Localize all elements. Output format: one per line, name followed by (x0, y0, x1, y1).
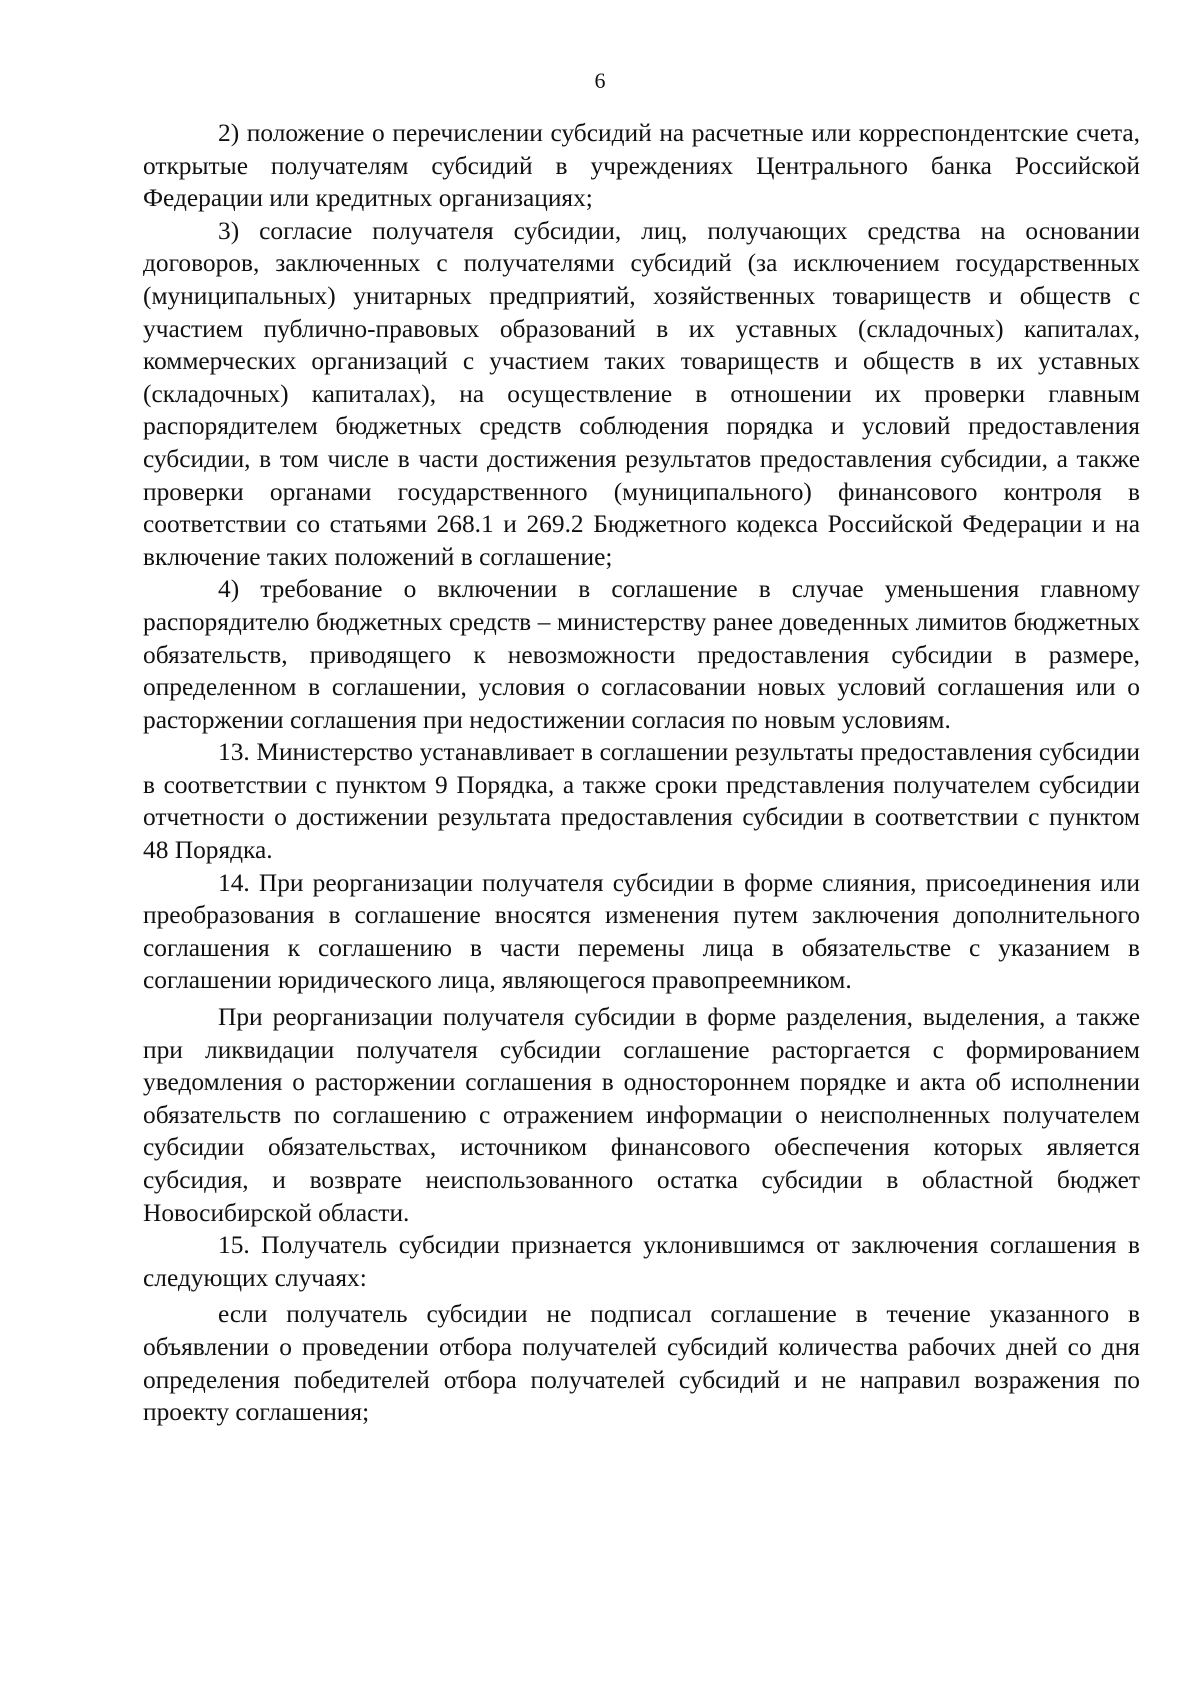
paragraph-reorganization: При реорганизации получателя субсидии в форме разделения, выделения, а также при ликвидации получателя субсидии соглашение расторгается с формированием уведомления о расторжении соглашения в одностороннем порядке и акта об исполнении обязательств по соглашению с отражением информации о неисполненных получателем субсидии обязательствах, источником финансового обеспечения которых является субсидия, и возврате неиспользованного остатка субсидии в областной бюджет Новосибирской области. (143, 1003, 1140, 1227)
paragraph-item-3: 3) согласие получателя субсидии, лиц, получающих средства на основании договоров, заключенных с получателями субсидий (за исключением государственных (муниципальных) унитарных предприятий, хозяйственных товариществ и обществ с участием публично-правовых образований в их уставных (складочных) капиталах, коммерческих организаций с участием таких товариществ и обществ в их уставных (складочных) капиталах), на осуществление в отношении их проверки главным распорядителем бюджетных средств соблюдения порядка и условий предоставления субсидии, в том числе в части достижения результатов предоставления субсидии, а также проверки органами государственного (муниципального) финансового контроля в соответствии со статьями 268.1 и 269.2 Бюджетного кодекса Российской Федерации и на включение таких положений в соглашение; (143, 216, 1140, 571)
paragraph-clause-13: 13. Министерство устанавливает в соглашении результаты предоставления субсидии в соответствии с пунктом 9 Порядка, а также сроки представления получателем субсидии отчетности о достижении результата предоставления субсидии в соответствии с пунктом 48 Порядка. (143, 738, 1140, 865)
paragraph-item-2: 2) положение о перечислении субсидий на расчетные или корреспондентские счета, открытые получателям субсидий в учреждениях Центрального банка Российской Федерации или кредитных организациях; (143, 119, 1140, 213)
paragraph-evasion-case: если получатель субсидии не подписал соглашение в течение указанного в объявлении о проведении отбора получателей субсидий количества рабочих дней со дня определения победителей отбора получателей субсидий и не направил возражения по проекту соглашения; (143, 1300, 1140, 1427)
paragraph-clause-15: 15. Получатель субсидии признается уклонившимся от заключения соглашения в следующих случаях: (143, 1231, 1140, 1292)
document-body (143, 117, 1140, 1429)
page-number: 6 (594, 68, 606, 93)
paragraph-clause-14: 14. При реорганизации получателя субсидии в форме слияния, присоединения или преобразования в соглашение вносятся изменения путем заключения дополнительного соглашения к соглашению в части перемены лица в обязательстве с указанием в соглашении юридического лица, являющегося правопреемником. (143, 868, 1140, 995)
paragraph-item-4: 4) требование о включении в соглашение в случае уменьшения главному распорядителю бюджетных средств – министерству ранее доведенных лимитов бюджетных обязательств, приводящего к невозможности предоставления субсидии в размере, определенном в соглашении, условия о согласовании новых условий соглашения или о расторжении соглашения при недостижении согласия по новым условиям. (143, 575, 1140, 734)
